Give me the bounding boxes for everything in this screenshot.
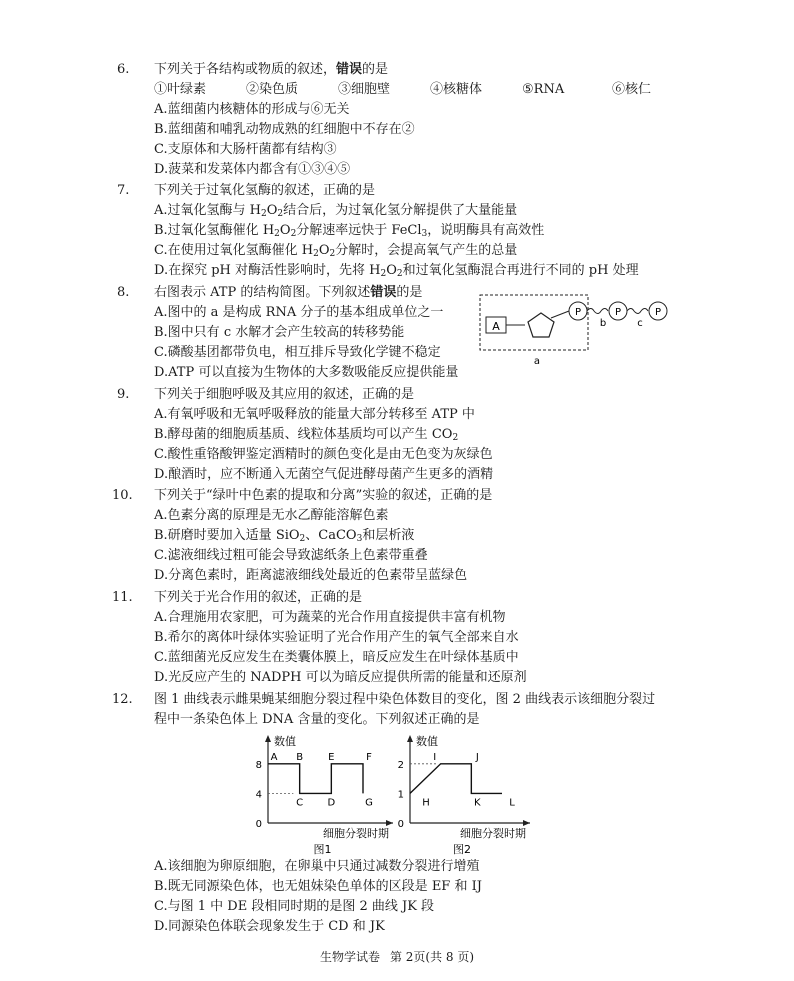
y-axis-arrow bbox=[407, 735, 413, 742]
y-tick-label: 4 bbox=[255, 789, 262, 801]
point-label-a: A bbox=[270, 751, 278, 763]
option-c: C.在使用过氧化氢酶催化 $H_2O_2$分解时，会提高氧气产生的总量 bbox=[154, 243, 518, 259]
question-number: 8. bbox=[117, 285, 130, 300]
bond-line bbox=[551, 311, 569, 318]
option-a: A.蓝细菌内核糖体的形成与⑥无关 bbox=[154, 102, 350, 117]
y-axis-label: 数值 bbox=[274, 735, 296, 748]
question-number: 11. bbox=[112, 590, 133, 605]
point-label-b: B bbox=[296, 751, 304, 763]
option-a: A.过氧化氢酶与 $H_2O_2$结合后，为过氧化氢分解提供了大量能量 bbox=[154, 203, 518, 219]
option-c: C.滤液细线过粗可能会导致滤纸条上色素带重叠 bbox=[154, 548, 428, 563]
option-b: B.希尔的离体叶绿体实验证明了光合作用产生的氧气全部来自水 bbox=[154, 630, 519, 645]
option-c: C.与图 1 中 DE 段相同时期的是图 2 曲线 JK 段 bbox=[154, 899, 435, 914]
figure-2-chart bbox=[396, 728, 536, 856]
option-d: D.菠菜和发菜体内都含有①③④⑤ bbox=[154, 162, 351, 177]
option-a: A.该细胞为卵原细胞，在卵巢中只通过减数分裂进行增殖 bbox=[154, 859, 480, 874]
point-label-i: I bbox=[433, 751, 437, 763]
footer-subject: 生物学试卷 bbox=[319, 950, 380, 964]
point-label-k: K bbox=[474, 797, 481, 809]
question-stem: 下列关于过氧化氢酶的叙述，正确的是 bbox=[154, 183, 376, 198]
option-b: B.研磨时要加入适量 SiO$_2$、CaCO$_3$和层析液 bbox=[154, 528, 415, 544]
question-stem: 下列关于“绿叶中色素的提取和分离”实验的叙述，正确的是 bbox=[154, 488, 493, 503]
y-tick-label: 8 bbox=[255, 759, 262, 771]
option-a: A.图中的 a 是构成 RNA 分子的基本组成单位之一 bbox=[154, 305, 444, 320]
option-a: A.有氧呼吸和无氧呼吸释放的能量大部分转移至 ATP 中 bbox=[154, 407, 475, 422]
y-tick-label: 0 bbox=[255, 819, 262, 830]
point-label-f: F bbox=[366, 751, 372, 763]
x-axis-label: 细胞分裂时期 bbox=[323, 827, 389, 840]
question-stem-line-2: 程中一条染色体上 DNA 含量的变化。下列叙述正确的是 bbox=[154, 712, 480, 727]
chart-title: 图2 bbox=[453, 843, 471, 856]
phosphate-label: P bbox=[654, 307, 662, 318]
question-stem: 下列关于各结构或物质的叙述，错误的是 bbox=[154, 62, 389, 77]
point-label-c: C bbox=[296, 797, 304, 809]
high-energy-bond-b bbox=[587, 309, 608, 314]
atp-structure-diagram bbox=[475, 290, 685, 370]
option-d: D.酿酒时，应不断通入无菌空气促进酵母菌产生更多的酒精 bbox=[154, 467, 494, 482]
ribose-pentagon bbox=[528, 313, 554, 337]
figure-1-chart bbox=[248, 728, 398, 856]
high-energy-bond-c bbox=[627, 309, 648, 314]
option-c: C.蓝细菌光反应发生在类囊体膜上，暗反应发生在叶绿体基质中 bbox=[154, 650, 519, 665]
option-d: D.在探究 pH 对酶活性影响时，先将 $H_2O_2$和过氧化氢酶混合再进行不同的 pH 处理 bbox=[154, 263, 639, 279]
question-number: 12. bbox=[112, 692, 133, 707]
data-line bbox=[410, 764, 502, 794]
y-tick-label: 0 bbox=[397, 819, 404, 830]
option-d: D.同源染色体联会现象发生于 CD 和 JK bbox=[154, 919, 385, 934]
option-d: D.ATP 可以直接为生物体的大多数吸能反应提供能量 bbox=[154, 365, 459, 380]
item-list bbox=[154, 80, 651, 99]
question-stem-line-1: 图 1 曲线表示雌果蝇某细胞分裂过程中染色体数目的变化，图 2 曲线表示该细胞分裂过 bbox=[154, 692, 656, 707]
point-label-l: L bbox=[509, 797, 515, 809]
option-a: A.色素分离的原理是无水乙醇能溶解色素 bbox=[154, 508, 389, 523]
item: ④核糖体 bbox=[430, 82, 483, 97]
footer-page-number: 第 2页(共 8 页) bbox=[389, 950, 475, 964]
label-c: c bbox=[637, 318, 643, 329]
option-b: B.蓝细菌和哺乳动物成熟的红细胞中不存在② bbox=[154, 122, 415, 137]
x-axis-label: 细胞分裂时期 bbox=[460, 827, 526, 840]
item: ①叶绿素 bbox=[154, 82, 207, 97]
phosphate-label: P bbox=[574, 307, 582, 318]
y-tick-label: 2 bbox=[397, 759, 404, 771]
adenine-label: A bbox=[492, 320, 500, 333]
label-a: a bbox=[533, 356, 541, 367]
question-number: 10. bbox=[112, 488, 133, 503]
item: ⑤RNA bbox=[522, 82, 565, 97]
point-label-j: J bbox=[475, 751, 479, 763]
option-b: B.图中只有 c 水解才会产生较高的转移势能 bbox=[154, 325, 405, 340]
label-b: b bbox=[599, 318, 607, 329]
option-b: B.过氧化氢酶催化 $H_2O_2$分解速率远快于 FeCl$_3$，说明酶具有高效性 bbox=[154, 223, 545, 239]
option-c: C.酸性重铬酸钾鉴定酒精时的颜色变化是由无色变为灰绿色 bbox=[154, 447, 493, 462]
option-c: C.磷酸基团都带负电，相互排斥导致化学键不稳定 bbox=[154, 345, 441, 360]
chart-title: 图1 bbox=[313, 843, 332, 856]
question-stem: 右图表示 ATP 的结构简图。下列叙述错误的是 bbox=[154, 285, 423, 300]
phosphate-label: P bbox=[614, 307, 622, 318]
option-d: D.分离色素时，距离滤液细线处最近的色素带呈蓝绿色 bbox=[154, 568, 468, 583]
item: ③细胞壁 bbox=[338, 82, 391, 97]
point-label-g: G bbox=[365, 797, 373, 809]
option-c: C.支原体和大肠杆菌都有结构③ bbox=[154, 142, 337, 157]
option-d: D.光反应产生的 NADPH 可以为暗反应提供所需的能量和还原剂 bbox=[154, 670, 527, 685]
y-axis-arrow bbox=[265, 735, 271, 742]
x-axis-arrow bbox=[523, 820, 530, 826]
option-a: A.合理施用农家肥，可为蔬菜的光合作用直接提供丰富有机物 bbox=[154, 610, 506, 625]
question-stem: 下列关于细胞呼吸及其应用的叙述，正确的是 bbox=[154, 387, 415, 402]
page-footer bbox=[0, 948, 794, 965]
point-label-e: E bbox=[328, 751, 335, 763]
point-label-h: H bbox=[422, 797, 430, 809]
data-line bbox=[268, 764, 363, 794]
item: ⑥核仁 bbox=[612, 82, 652, 97]
x-axis-arrow bbox=[386, 820, 393, 826]
y-axis-label: 数值 bbox=[416, 735, 438, 748]
y-tick-label: 1 bbox=[397, 789, 404, 801]
question-number: 7. bbox=[117, 183, 130, 198]
option-b: B.酵母菌的细胞质基质、线粒体基质均可以产生 $CO_2$ bbox=[154, 427, 459, 443]
question-stem: 下列关于光合作用的叙述，正确的是 bbox=[154, 590, 363, 605]
item: ②染色质 bbox=[246, 82, 299, 97]
option-b: B.既无同源染色体，也无姐妹染色单体的区段是 EF 和 IJ bbox=[154, 879, 482, 894]
point-label-d: D bbox=[327, 797, 336, 809]
question-number: 9. bbox=[117, 387, 130, 402]
question-number: 6. bbox=[117, 62, 130, 77]
